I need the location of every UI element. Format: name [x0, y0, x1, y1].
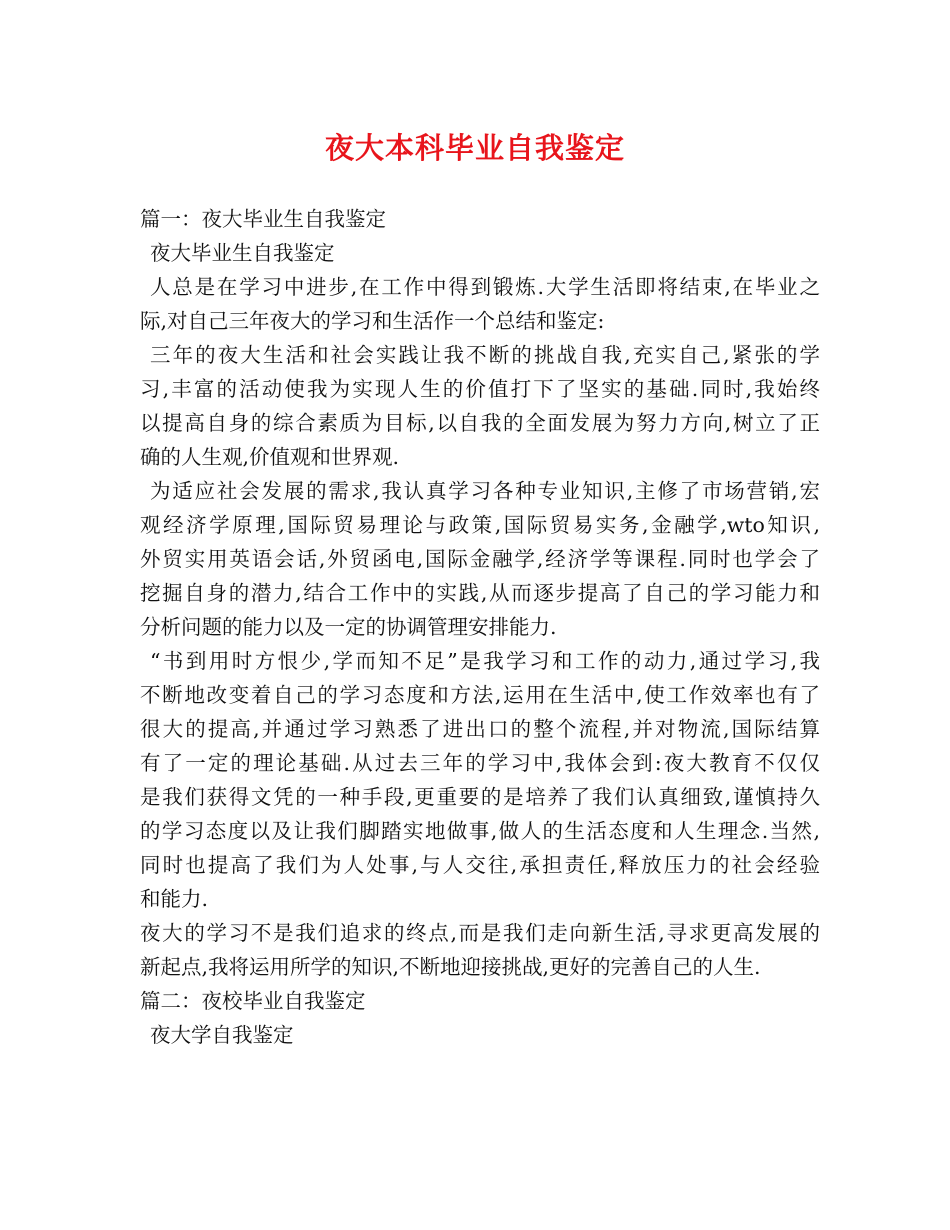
- text-line: 夜大毕业生自我鉴定: [150, 241, 335, 265]
- text-line: 和能力.: [140, 887, 209, 911]
- text-line: 同时也提高了我们为人处事,与人交往,承担责任,释放压力的社会经验: [140, 853, 820, 877]
- text-line: “书到用时方恨少,学而知不足”是我学习和工作的动力,通过学习,我: [150, 649, 820, 673]
- text-line: 以提高自身的综合素质为目标,以自我的全面发展为努力方向,树立了正: [140, 411, 820, 435]
- text-line: 的学习态度以及让我们脚踏实地做事,做人的生活态度和人生理念.当然,: [140, 819, 820, 843]
- text-line: 分析问题的能力以及一定的协调管理安排能力.: [140, 615, 557, 639]
- text-line: 有了一定的理论基础.从过去三年的学习中,我体会到:夜大教育不仅仅: [140, 751, 820, 775]
- text-line: 篇二：夜校毕业自我鉴定: [140, 989, 366, 1013]
- text-line: 确的人生观,价值观和世界观.: [140, 445, 400, 469]
- text-line: 观经济学原理,国际贸易理论与政策,国际贸易实务,金融学,wto知识,: [140, 513, 820, 537]
- text-line: 际,对自己三年夜大的学习和生活作一个总结和鉴定:: [140, 309, 605, 333]
- text-line: 夜大学自我鉴定: [150, 1023, 294, 1047]
- text-line: 人总是在学习中进步,在工作中得到锻炼.大学生活即将结束,在毕业之: [150, 275, 820, 299]
- text-line: 外贸实用英语会话,外贸函电,国际金融学,经济学等课程.同时也学会了: [140, 547, 820, 571]
- text-line: 很大的提高,并通过学习熟悉了进出口的整个流程,并对物流,国际结算: [140, 717, 820, 741]
- document-body: [140, 202, 820, 1052]
- text-line: 篇一：夜大毕业生自我鉴定: [140, 207, 386, 231]
- text-line: 挖掘自身的潜力,结合工作中的实践,从而逐步提高了自己的学习能力和: [140, 581, 820, 605]
- text-line: 不断地改变着自己的学习态度和方法,运用在生活中,使工作效率也有了: [140, 683, 820, 707]
- text-line: 夜大的学习不是我们追求的终点,而是我们走向新生活,寻求更高发展的: [140, 921, 820, 945]
- text-line: 为适应社会发展的需求,我认真学习各种专业知识,主修了市场营销,宏: [150, 479, 820, 503]
- text-line: 是我们获得文凭的一种手段,更重要的是培养了我们认真细致,谨慎持久: [140, 785, 820, 809]
- text-line: 新起点,我将运用所学的知识,不断地迎接挑战,更好的完善自己的人生.: [140, 955, 761, 979]
- text-line: 习,丰富的活动使我为实现人生的价值打下了坚实的基础.同时,我始终: [140, 377, 820, 401]
- text-line: 三年的夜大生活和社会实践让我不断的挑战自我,充实自己,紧张的学: [150, 343, 820, 367]
- document-title: 夜大本科毕业自我鉴定: [324, 131, 625, 165]
